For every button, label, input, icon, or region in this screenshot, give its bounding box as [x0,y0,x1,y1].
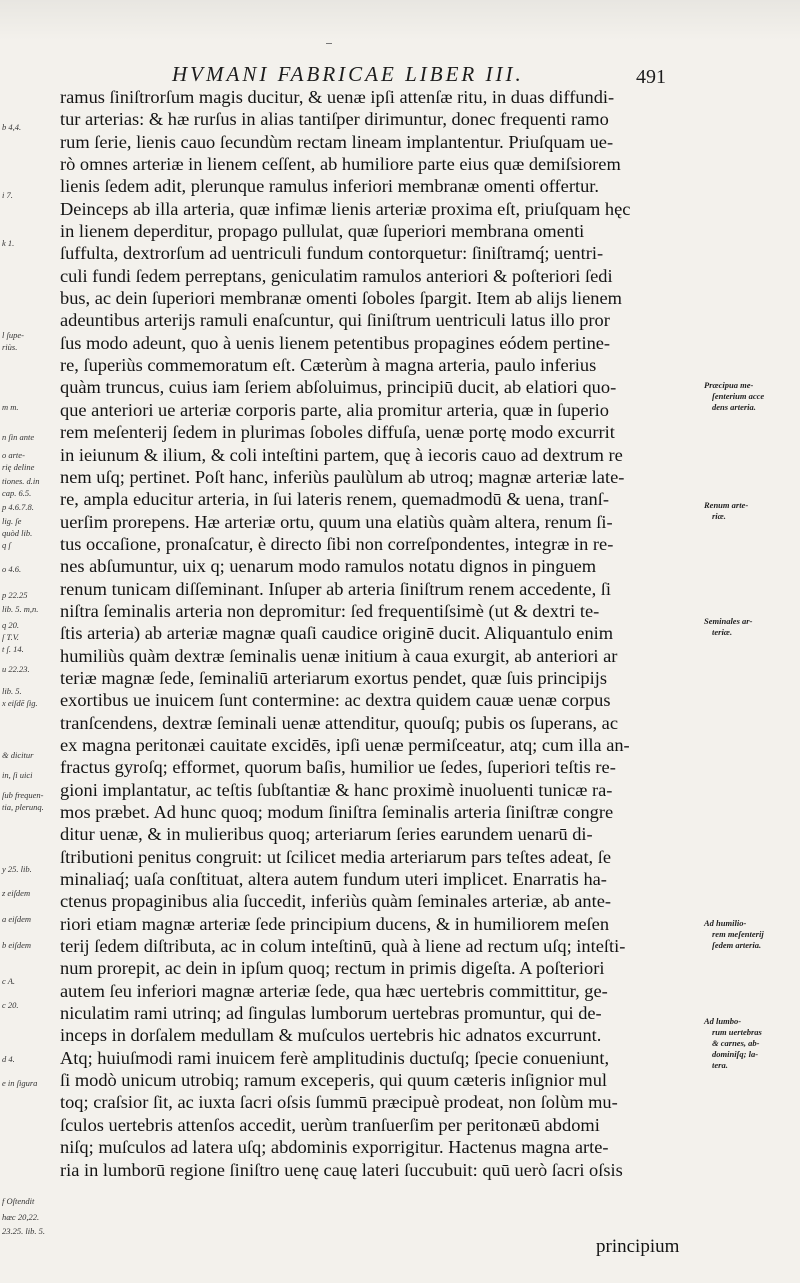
text-line: teriæ magnæ ſede, ſeminaliū arteriarum exortus pendet, quæ ſuis principijs [60,667,607,688]
text-line: toq; craſsior ſit, ac iuxta ſacri oſsis ſummū præcipuè prodeat, non ſolùm mu- [60,1092,618,1113]
text-line: ſi modò unicum utrobiq; ramum exceperis, qui quum cæteris inſignior mul [60,1070,608,1091]
margin-note-left: l ſupe- [2,330,24,340]
text-line: num prorepit, ac dein in ipſum quoq; rectum in primis digeſta. A poſteriori [60,958,605,979]
margin-note-left: z eiſdem [2,888,31,898]
text-line: Atq; huiuſmodi rami inuicem ferè amplitudinis ductuſq; ſpecie conueniunt, [60,1047,610,1068]
margin-note-left: riùs. [2,342,18,352]
text-line: riori etiam magnæ arteriæ ſede principium ducens, & in humiliorem meſen [60,913,610,934]
margin-note-left: q 20. [2,620,19,630]
margin-note-left: lib. 5. m,n. [2,604,39,614]
margin-note-left: tia, plerunq. [2,802,44,812]
margin-note-left: b 4,4. [2,122,22,132]
text-line: rò omnes arteriæ in lienem ceſſent, ab humiliore parte eius quæ demiſsiorem [60,154,621,175]
text-line: quàm truncus, cuius iam ſeriem abſoluimus, principiū ducit, ab elatiori quo- [60,377,617,398]
text-line: ſtributioni penitus congruit: ut ſcilicet media arteriarum pars teſtes adeat, ſe [60,846,612,867]
margin-note-left: lib. 5. [2,686,22,696]
margin-note-line: dens arteria. [712,402,756,412]
margin-note-right [704,616,798,638]
text-line: bus, ac dein ſuperiori membranæ omenti ſoboles ſpargit. Item ab alijs lienem [60,288,622,309]
margin-note-left: in, ſi uici [2,770,33,780]
text-line: tus occaſione, pronaſcatur, è directo ſibi non correſpondentes, integræ in re- [60,533,614,554]
text-line: tur arterias: & hæ rurſus in alias tantiſper dirimuntur, donec frequenti ramo [60,109,609,130]
text-line: inceps in dorſalem medullam & muſculos uertebris hic adnatos excurrunt. [60,1025,602,1046]
margin-note-left: cap. 6.5. [2,488,32,498]
margin-note-left: c A. [2,976,16,986]
margin-note-left: e in ſigura [2,1078,38,1088]
text-line: rem meſenterij ſedem in plurimas ſoboles diffuſa, uenæ portę modo excurrit [60,422,615,443]
text-line: re, ſuperiùs commemoratum eſt. Cæterùm à magna arteria, paulo inferius [60,355,597,376]
text-line: ramus ſiniſtrorſum magis ducitur, & uenæ ipſi attenſæ ritu, in duas diffundi- [60,87,615,107]
text-line: humiliùs quàm dextræ ſeminalis uenæ initium à caua exurgit, ab anteriori ar [60,645,618,666]
running-title: HVMANI FABRICAE LIBER III. [172,62,524,86]
text-line: niſq; muſculos ad latera uſq; abdominis exporrigitur. Hactenus magna arte- [60,1137,609,1158]
page-number: 491 [636,66,666,88]
margin-note-left: q ſ [2,540,11,550]
margin-note-left: b eiſdem [2,940,32,950]
margin-note-left: ſ T.V. [2,632,19,642]
text-line: terij ſedem diſtributa, ac in colum inteſtinū, quà à liene ad rectum uſq; inteſti- [60,936,626,957]
text-line: in ieiunum & ilium, & coli inteſtini partem, quę à iecoris cauo ad dextrum re [60,444,623,465]
margin-note-left: & dicitur [2,750,34,760]
margin-note-left: k 1. [2,238,15,248]
margin-note-left: c 20. [2,1000,19,1010]
text-line: lienis ſedem adit, plerunque ramulus inferiori membranæ omenti offertur. [60,176,599,197]
margin-note-line: teriæ. [712,627,733,637]
text-line: ria in lumborū regione ſiniſtro uenę cauę lateri ſuccubuit: quū uerò ſacri oſsis [60,1159,623,1180]
text-line: ſculos uertebris attenſos accedit, uerùm tranſuerſim per peritonæū abdomi [60,1114,600,1135]
text-line: ſus modo adeunt, quo à uenis lienem petentibus propagines eódem pertine- [60,332,611,353]
margin-note-line: ſedem arteria. [712,940,762,950]
margin-note-left: a eiſdem [2,914,32,924]
text-line: minaliaq́; uaſa conſtituat, altera autem fundum uteri implicet. Enarratis ha- [60,869,607,890]
text-line: tranſcendens, dextræ ſeminali uenæ attenditur, quouſq; pubis os ſuperans, ac [60,712,619,733]
margin-note-left: tiones. d.in [2,476,40,486]
text-line: mos præbet. Ad hunc quoq; modum ſiniſtra ſeminalis arteria ſiniſtræ congre [60,802,614,822]
margin-note-left: n ſin ante [2,432,35,442]
margin-note-label: Præcipua me- [704,380,754,390]
margin-note-right [704,1016,798,1071]
text-line: ſtis arteria) ab arteriæ magnæ quaſi caudice originē ducit. Aliquantulo enim [60,623,614,644]
margin-note-left: hæc 20,22. [2,1212,40,1222]
margin-note-right [704,918,798,951]
margin-note-left: y 25. lib. [2,864,32,874]
margin-note-right [704,380,798,413]
margin-note-left: quòd lib. [2,528,33,538]
text-line: adeuntibus arterijs ramuli enaſcuntur, qui ſiniſtrum uentriculi latus illo pror [60,310,610,331]
text-line: niſtra ſeminalis arteria non depromitur: ſed frequentiſsimè (ut & dextri te- [60,600,600,621]
margin-note-left: 23.25. lib. 5. [2,1226,45,1236]
margin-note-line: rum uertebras [712,1027,762,1037]
text-line: autem ſeu inferiori magnæ arteriæ ſede, qua hæc uertebris committitur, ge- [60,980,608,1001]
margin-note-left: p 4.6.7.8. [2,502,34,512]
margin-note-left: u 22.23. [2,664,30,674]
margin-note-line: ſenterium acce [712,391,765,401]
text-line: culi fundi ſedem perreptans, geniculatim ramulos anteriori & poſteriori ſedi [60,265,613,286]
text-line: ctenus propaginibus alia ſuccedit, inferiùs quàm ſeminales arteriæ, ab ante- [60,891,612,912]
margin-note-label: Ad lumbo- [704,1016,742,1026]
margin-note-left: t ſ. 14. [2,644,24,654]
margin-note-label: Seminales ar- [704,616,753,626]
text-line: nes abſumuntur, uix q; uenarum modo ramulos notatu dignos in pinguem [60,556,597,577]
text-line: in lienem deperditur, propago pullulat, quæ ſuperiori membrana omenti [60,221,585,242]
text-line: ſuffulta, dextrorſum ad uentriculi fundum contorquetur: ſiniſtramq́; uentri- [60,243,604,264]
text-line: uerſim prorepens. Hæ arteriæ ortu, quum una elatiùs quàm altera, renum ſi- [60,511,613,532]
margin-note-left: i 7. [2,190,13,200]
margin-note-left: m m. [2,402,19,412]
margin-note-left: rię deline [2,462,35,472]
margin-note-label: Renum arte- [704,500,749,510]
margin-note-left: f Oſtendit [2,1196,35,1206]
margin-note-left: ſub frequen- [2,790,44,800]
margin-note-left: lig. ſe [2,516,22,526]
text-line: re, ampla educitur arteria, in ſui lateris renem, quemadmodū & uena, tranſ- [60,489,609,510]
margin-note-right [704,500,798,522]
text-line: ditur uenæ, & in mulieribus quoq; arteriarum ſeries earundem uenarū di- [60,824,593,845]
text-line: rum ſerie, lienis cauo ſecundùm rectam lineam implantentur. Priuſquam ue- [60,131,614,152]
margin-note-left: d 4. [2,1054,15,1064]
margin-note-left: x eiſdē ſig. [2,698,38,708]
text-line: fractus gyroſq; efformet, quorum baſis, humilior ue ſedes, ſuperiori teſtis re- [60,757,616,778]
text-line: que anteriori ue arteriæ corporis parte, alia promitur arteria, quæ in ſuperio [60,399,609,420]
margin-note-left: o 4.6. [2,564,22,574]
margin-note-left: p 22.25 [2,590,28,600]
margin-note-line: & carnes, ab- [712,1038,760,1048]
text-line: niculatim rami utrinq; ad ſingulas lumborum uertebras promuntur, qui de- [60,1003,602,1024]
text-line: exortibus ue inuicem ſunt contermine: ac dextra quidem cauæ uenæ corpus [60,690,611,711]
text-line: renum tunicam diſſeminant. Inſuper ab arteria ſiniſtrum renem accedente, ſi [60,578,611,599]
text-line: gioni implantatur, ac teſtis ſubſtantiæ & hanc proximè inuoluenti tunicæ ra- [60,779,613,800]
text-line: nem uſq; pertinet. Poſt hanc, inferiùs paulùlum ab utroq; magnæ arteriæ late- [60,466,625,487]
margin-note-label: Ad humilio- [704,918,747,928]
top-mark [326,43,332,44]
margin-note-left: o arte- [2,450,25,460]
text-line: ex magna peritonæi cauitate excidēs, ipſi uenæ permiſceatur, atq; cum illa an- [60,734,630,755]
margin-note-line: rem meſenterij [712,929,764,939]
margin-note-line: dominiſq; la- [712,1049,759,1059]
catchword: principium [596,1236,680,1257]
body-text [60,86,700,1181]
margin-note-line: tera. [712,1060,728,1070]
text-line: Deinceps ab illa arteria, quæ infimæ lienis arteriæ proxima eſt, priuſquam hęc [60,198,631,219]
margin-note-line: riæ. [712,511,726,521]
